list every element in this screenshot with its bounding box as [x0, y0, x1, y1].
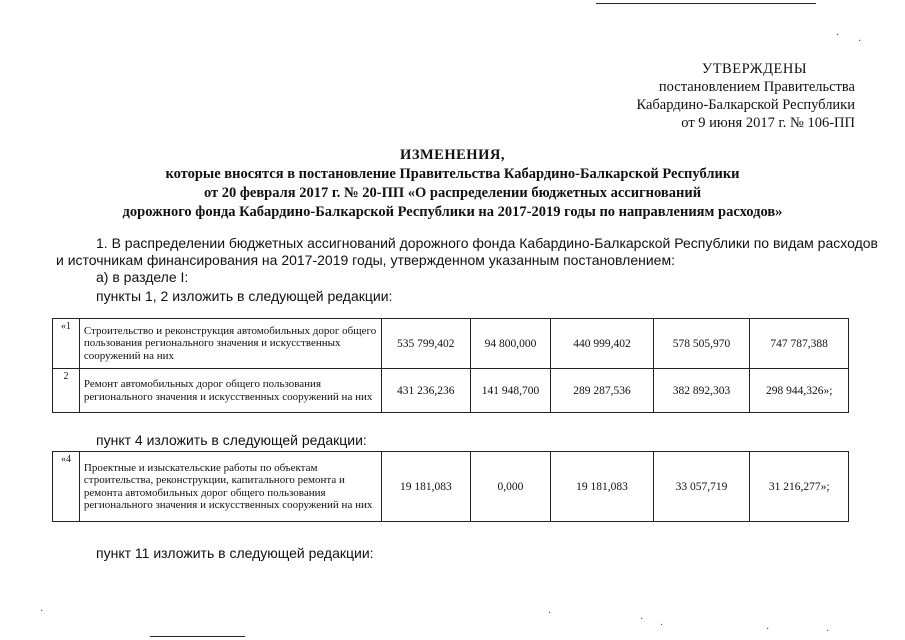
section-a-label: а) в разделе I:: [96, 269, 189, 285]
document-title: [0, 146, 905, 222]
value-cell: 0,000: [470, 452, 551, 522]
top-rule: [596, 3, 816, 4]
scan-speck: ·: [836, 30, 840, 41]
scan-speck: ·: [766, 624, 770, 635]
row-number: «4: [53, 452, 80, 522]
title-line: дорожного фонда Кабардино-Балкарской Республики на 2017-2019 годы по направлениям расходов»: [122, 204, 783, 220]
items-1-2-instruction: пункты 1, 2 изложить в следующей редакции:: [96, 288, 393, 304]
paragraph-1: [56, 235, 891, 269]
paragraph-1-line-2: и источникам финансирования на 2017-2019 годы, утвержденном указанным постановлением:: [56, 252, 675, 268]
approved-heading: УТВЕРЖДЕНЫ: [701, 61, 807, 77]
item-11-instruction: пункт 11 изложить в следующей редакции:: [96, 545, 374, 561]
scan-speck: ·: [858, 36, 862, 47]
title-main: ИЗМЕНЕНИЯ,: [400, 147, 505, 163]
value-cell: 431 236,236: [381, 369, 470, 413]
table-item-4: [52, 451, 849, 522]
approved-line: Кабардино-Балкарской Республики: [636, 97, 855, 113]
value-cell: 440 999,402: [551, 319, 654, 369]
approved-line: постановлением Правительства: [658, 79, 855, 95]
row-number: 2: [53, 369, 80, 413]
paragraph-1-line-1: 1. В распределении бюджетных ассигнований дорожного фонда Кабардино-Балкарской Республики по видам расходов: [96, 235, 878, 251]
title-line: которые вносятся в постановление Правительства Кабардино-Балкарской Республики: [165, 166, 740, 182]
value-cell: 535 799,402: [381, 319, 470, 369]
value-cell: 19 181,083: [382, 452, 471, 522]
value-cell: 578 505,970: [653, 319, 750, 369]
value-cell: 298 944,326»;: [750, 369, 849, 413]
scan-speck: ·: [826, 626, 830, 637]
table-row: [53, 319, 849, 369]
row-description: Ремонт автомобильных дорог общего пользования регионального значения и искусственных сооружений на них: [79, 369, 381, 413]
value-cell: 141 948,700: [470, 369, 551, 413]
value-cell: 747 787,388: [750, 319, 849, 369]
value-cell: 382 892,303: [653, 369, 750, 413]
scan-speck: ·: [640, 614, 644, 625]
value-cell: 19 181,083: [551, 452, 654, 522]
scan-speck: ·: [548, 608, 552, 619]
row-number: «1: [53, 319, 80, 369]
approval-stamp-block: [555, 60, 855, 132]
value-cell: 31 216,277»;: [750, 452, 849, 522]
value-cell: 33 057,719: [653, 452, 750, 522]
value-cell: 94 800,000: [470, 319, 551, 369]
table-row: [53, 452, 849, 522]
table-items-1-2: [52, 318, 849, 413]
approved-line: от 9 июня 2017 г. № 106-ПП: [681, 115, 855, 131]
item-4-instruction: пункт 4 изложить в следующей редакции:: [96, 432, 367, 448]
scan-speck: ·: [660, 620, 664, 631]
bottom-edge-rule: [150, 636, 245, 637]
value-cell: 289 287,536: [551, 369, 654, 413]
row-description: Строительство и реконструкция автомобильных дорог общего пользования регионального значения и искусственных сооружений на них: [79, 319, 381, 369]
table-row: [53, 369, 849, 413]
row-description: Проектные и изыскательские работы по объектам строительства, реконструкции, капитального ремонта и ремонта автомобильных дорог общего пользования регионального значения и искусственных сооружений на них: [79, 452, 381, 522]
title-line: от 20 февраля 2017 г. № 20-ПП «О распределении бюджетных ассигнований: [203, 185, 702, 201]
scan-speck: ·: [40, 606, 44, 617]
